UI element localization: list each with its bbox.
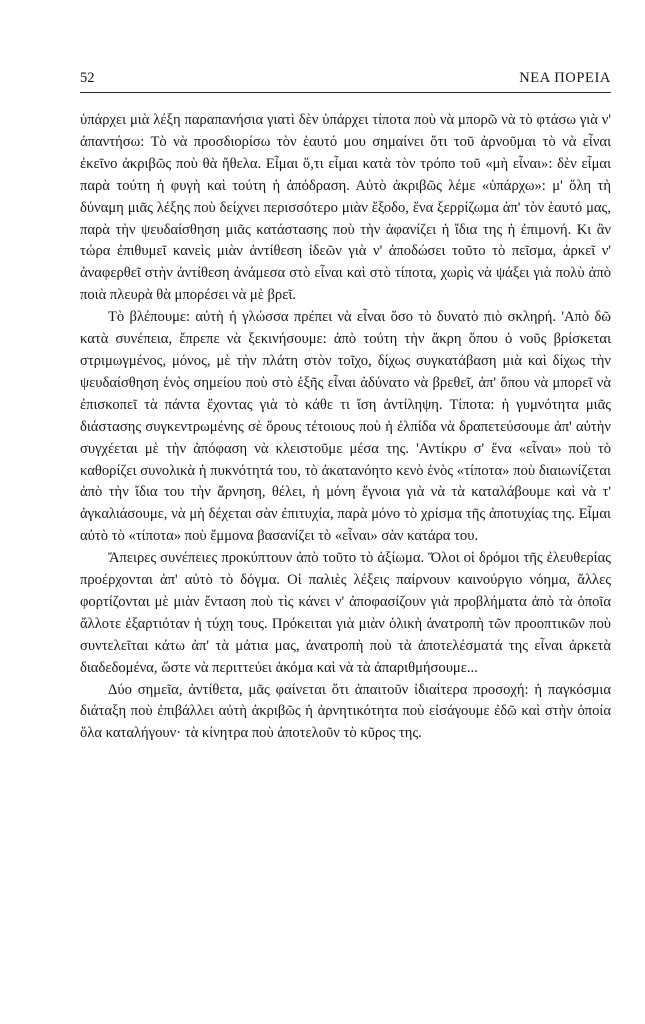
book-page <box>80 0 611 1024</box>
paragraph-2: Τὸ βλέπουμε: αὐτὴ ἡ γλώσσα πρέπει νὰ εἶναι ὅσο τὸ δυνατὸ πιὸ σκληρή. 'Απὸ δῶ κατὰ συνέπεια, ἔπρεπε νὰ ξεκινήσουμε: ἀπὸ τούτη τὴν ἄκρη ὅπου ὁ νοῦς βρίσκεται στριμωγμένος, μόνος, μὲ τὴν πλάτη στὸν τοῖχο, δίχως συγκατάβαση μιὰ καὶ δίχως τὴν ψευδαίσθηση ἑνὸς σημείου ποὺ στὸ ἑξῆς εἶναι ἀδύνατο νὰ βρεθεῖ, ἀπ' ὅπου νὰ μπορεῖ νὰ ἐπισκοπεῖ τὰ πάντα ἔχοντας γιὰ τὸ κάθε τι ἴση ἀντίληψη. Τίποτα: ἡ γυμνότητα μιᾶς διάστασης συγκεντρωμένης σὲ ὅρους τέτοιους ποὺ ἡ ἐλπίδα νὰ δραπετεύσουμε ἀπ' αὐτὴν συγχέεται μὲ τὴν ἀπόφαση νὰ κλειστοῦμε μέσα της. 'Αντίκρυ σ' ἕνα «εἶναι» ποὺ τὸ καθορίζει συνολικὰ ἡ πυκνότητά του, τὸ ἀκατανόητο κενὸ ἑνὸς «τίποτα» ποὺ διαιωνίζεται ἀπὸ τὴν ἴδια του τὴν ἄρνηση, θέλει, ἡ μόνη ἔγνοια γιὰ νὰ τὰ καταλάβουμε καὶ νὰ τ' ἀγκαλιάσουμε, νὰ μὴ δέχεται σὰν ἐπιτυχία, παρὰ μόνο τὸ χρίσμα τῆς ἀποτυχίας της. Εἶμαι αὐτὸ τὸ «τίποτα» ποὺ ἔμμονα βασανίζει τὸ «εἶναι» σὰν κατάρα του. <box>80 309 611 545</box>
body-text <box>80 110 611 745</box>
running-head <box>80 70 611 90</box>
page-number: 52 <box>80 70 95 86</box>
paragraph-4: Δύο σημεῖα, ἀντίθετα, μᾶς φαίνεται ὅτι ἀπαιτοῦν ἰδιαίτερα προσοχή: ἡ παγκόσμια διάταξη ποὺ ἐπιβάλλει αὐτὴ ἀκριβῶς ἡ ἀρνητικότητα ποὺ εἰσάγουμε ἐδῶ καὶ στὴν ὁποία ὅλα καταλήγουν· τὰ κίνητρα ποὺ ἀποτελοῦν τὸ κῦρος της. <box>80 681 611 742</box>
paragraph-3: Ἄπειρες συνέπειες προκύπτουν ἀπὸ τοῦτο τὸ ἀξίωμα. Ὅλοι οἱ δρόμοι τῆς ἐλευθερίας προέρχονται ἀπ' αὐτὸ τὸ δόγμα. Οἱ παλιὲς λέξεις παίρνουν καινούργιο νόημα, ἄλλες φορτίζονται μὲ μιὰν ἔνταση ποὺ τὶς κάνει ν' ἀποφασίζουν γιὰ προβλήματα ἀπὸ τὰ ὁποῖα ἄλλοτε ἐξαρτιόταν ἡ τύχη τους. Πρόκειται γιὰ μιὰν ὁλικὴ ἀνατροπὴ τῶν προοπτικῶν ποὺ συντελεῖται κάτω ἀπ' τὰ μάτια μας, ἀνατροπὴ ποὺ τὰ ἀποτελέσματά της εἶναι ἀρκετὰ διαδεδομένα, ὥστε νὰ περιττεύει ἀκόμα καὶ νὰ τὰ ἀπαριθμήσουμε... <box>80 550 611 676</box>
journal-title: ΝΕΑ ΠΟΡΕΙΑ <box>519 70 611 86</box>
paragraph-1: ὑπάρχει μιὰ λέξη παραπανήσια γιατὶ δὲν ὑπάρχει τίποτα ποὺ νὰ μπορῶ νὰ τὸ φτάσω γιὰ ν' ἀπαντήσω: Τὸ νὰ προσδιορίσω τὸν ἑαυτό μου σημαίνει ὅτι τοῦ ἀρνοῦμαι τὸ νὰ εἶναι ἐκεῖνο ἀκριβῶς ποὺ θὰ ἤθελα. Εἶμαι ὅ,τι εἶμαι κατὰ τὸν τρόπο τοῦ «μὴ εἶναι»: δὲν εἶμαι παρὰ τούτη ἡ φυγὴ καὶ τούτη ἡ ἀπόδραση. Αὐτὸ ἀκριβῶς λέμε «ὑπάρχω»: μ' ὅλη τὴ δύναμη μιᾶς λέξης ποὺ δείχνει περισσότερο μιὰν ἔξοδο, ἕνα ξερρίζωμα ἀπ' τὸν ἑαυτό μας, παρὰ τὴν ψευδαίσθηση μιᾶς κατάστασης ποὺ τὴν ἀφανίζει ἡ ἴδια της ἡ ἐπιμονή. Κι ἂν τώρα ἐπιθυμεῖ κανεὶς μιὰν ἀντίθεση ἰδεῶν γιὰ ν' ἀποδώσει τοῦτο τὸ πεῖσμα, ἀρκεῖ ν' ἀναφερθεῖ στὴν ἀντίθεση ἀνάμεσα στὸ εἶναι καὶ στὸ τίποτα, χωρὶς νὰ ψάξει γιὰ πολὺ ἀπὸ ποιὰ πλευρὰ θὰ μπορέσει νὰ μὲ βρεῖ. <box>80 112 611 304</box>
header-rule <box>80 92 611 93</box>
